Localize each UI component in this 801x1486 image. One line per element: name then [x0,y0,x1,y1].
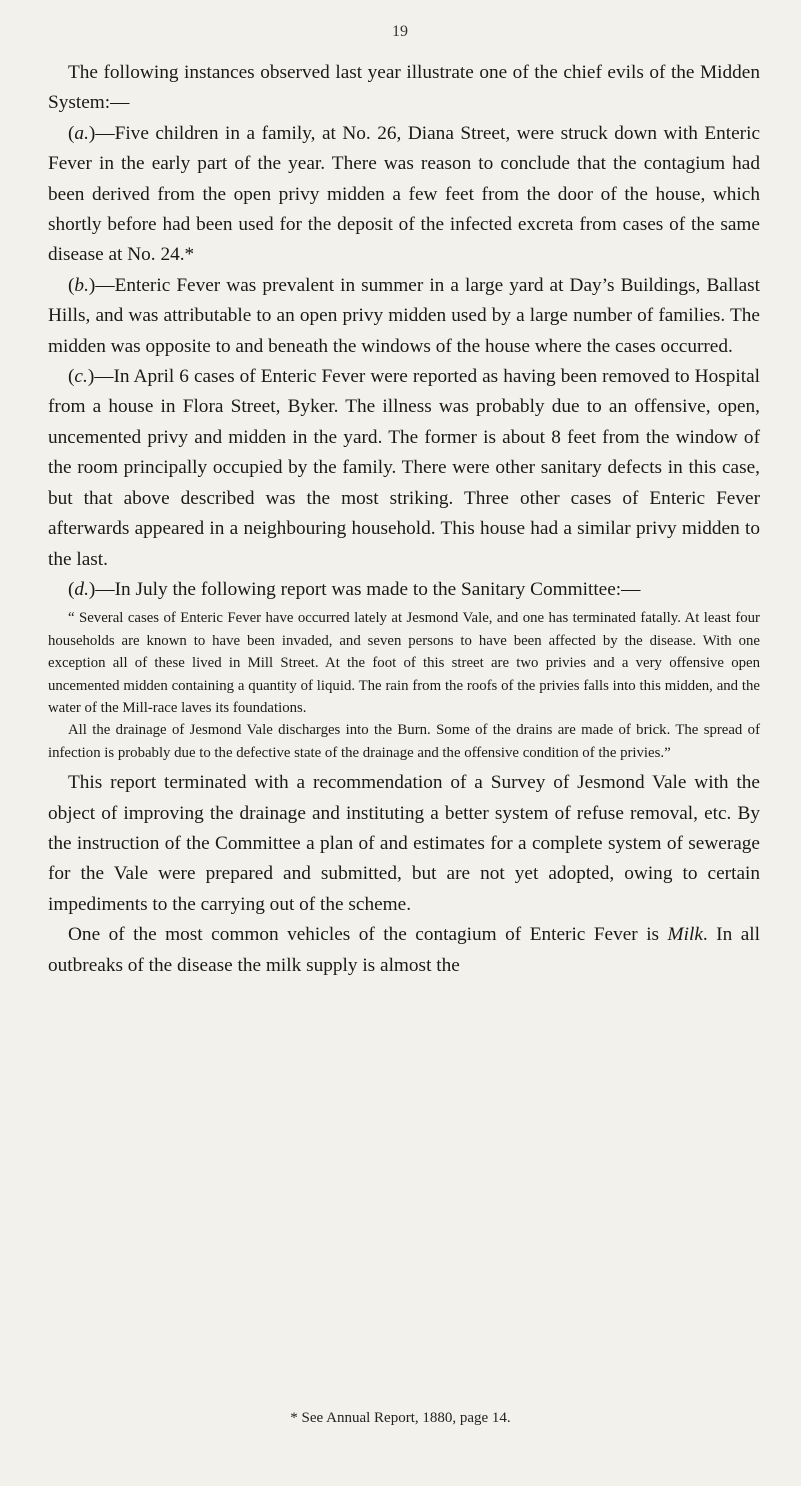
case-d-label: d. [74,578,89,600]
quote-paragraph-2: All the drainage of Jesmond Vale discharges into the Burn. Some of the drains are made of brick. The spread of infection is probably due to the defective state of the drainage and the offensive condition of the privies.” [48,722,760,761]
case-b-paragraph: (b.)—Enteric Fever was prevalent in summer in a large yard at Day’s Buildings, Ballast Hills, and was attributable to an open privy midden used by a large number of families. The midden was opposite to and beneath the windows of the house where the cases occurred. [48,274,760,357]
intro-paragraph: The following instances observed last year illustrate one of the chief evils of the Midden System:— [48,62,760,114]
case-a-text: —Five children in a family, at No. 26, Diana Street, were struck down with Enteric Fever in the early part of the year. There was reason to conclude that the contagium had been derived from the open privy midden a few feet from the door of the house, which shortly before had been used for the deposit of the infected excreta from cases of the same disease at No. 24.* [48,122,760,266]
case-d-text: —In July the following report was made to the Sanitary Committee:— [95,578,641,600]
milk-emphasis: Milk [667,924,703,946]
page-number: 19 [392,23,408,40]
case-a-paragraph: (a.)—Five children in a family, at No. 26, Diana Street, were struck down with Enteric Fever in the early part of the year. There was reason to conclude that the contagium had been derived from the open privy midden a few feet from the door of the house, which shortly before had been used for the deposit of the infected excreta from cases of the same disease at No. 24.* [48,122,760,266]
case-a-label: a. [74,122,89,144]
case-c-text: —In April 6 cases of Enteric Fever were reported as having been removed to Hospital from a house in Flora Street, Byker. The illness was probably due to an offensive, open, uncemented privy and midden in the yard. The former is about 8 feet from the window of the room principally occupied by the family. There were other sanitary defects in this case, but that above described was the most striking. Three other cases of Enteric Fever afterwards appeared in a neighbouring household. This house had a similar privy midden to the last. [48,366,760,570]
body-text [48,58,760,981]
committee-report-quote [48,607,760,764]
milk-text-after: . In all outbreaks of the disease the milk supply is almost the [48,924,760,976]
case-c-label: c. [74,366,88,388]
footnote: * See Annual Report, 1880, page 14. [290,1410,511,1426]
case-c-paragraph: (c.)—In April 6 cases of Enteric Fever were reported as having been removed to Hospital from a house in Flora Street, Byker. The illness was probably due to an offensive, open, uncemented privy and midden in the yard. The former is about 8 feet from the window of the room principally occupied by the family. There were other sanitary defects in this case, but that above described was the most striking. Three other cases of Enteric Fever afterwards appeared in a neighbouring household. This house had a similar privy midden to the last. [48,366,760,570]
milk-text-before: One of the most common vehicles of the contagium of Enteric Fever is [68,924,668,946]
quote-paragraph-1: “ Several cases of Enteric Fever have occurred lately at Jesmond Vale, and one has terminated fatally. At least four households are known to have been invaded, and seven persons to have been affected by the disease. With one exception all of these lived in Mill Street. At the foot of this street are two privies and a very offensive open uncemented midden containing a quantity of liquid. The rain from the roofs of the privies falls into this midden, and the water of the Mill-race laves its foundations. [48,610,760,716]
case-d-paragraph: (d.)—In July the following report was made to the Sanitary Committee:— [68,578,641,600]
milk-paragraph [48,920,760,981]
case-b-text: —Enteric Fever was prevalent in summer in a large yard at Day’s Buildings, Ballast Hills, and was attributable to an open privy midden used by a large number of families. The midden was opposite to and beneath the windows of the house where the cases occurred. [48,274,760,357]
conclusion-paragraph: This report terminated with a recommendation of a Survey of Jesmond Vale with the object of improving the drainage and instituting a better system of refuse removal, etc. By the instruction of the Committee a plan of and estimates for a complete system of sewerage for the Vale were prepared and submitted, but are not yet adopted, owing to certain impediments to the carrying out of the scheme. [48,772,760,915]
case-b-label: b. [74,274,89,296]
